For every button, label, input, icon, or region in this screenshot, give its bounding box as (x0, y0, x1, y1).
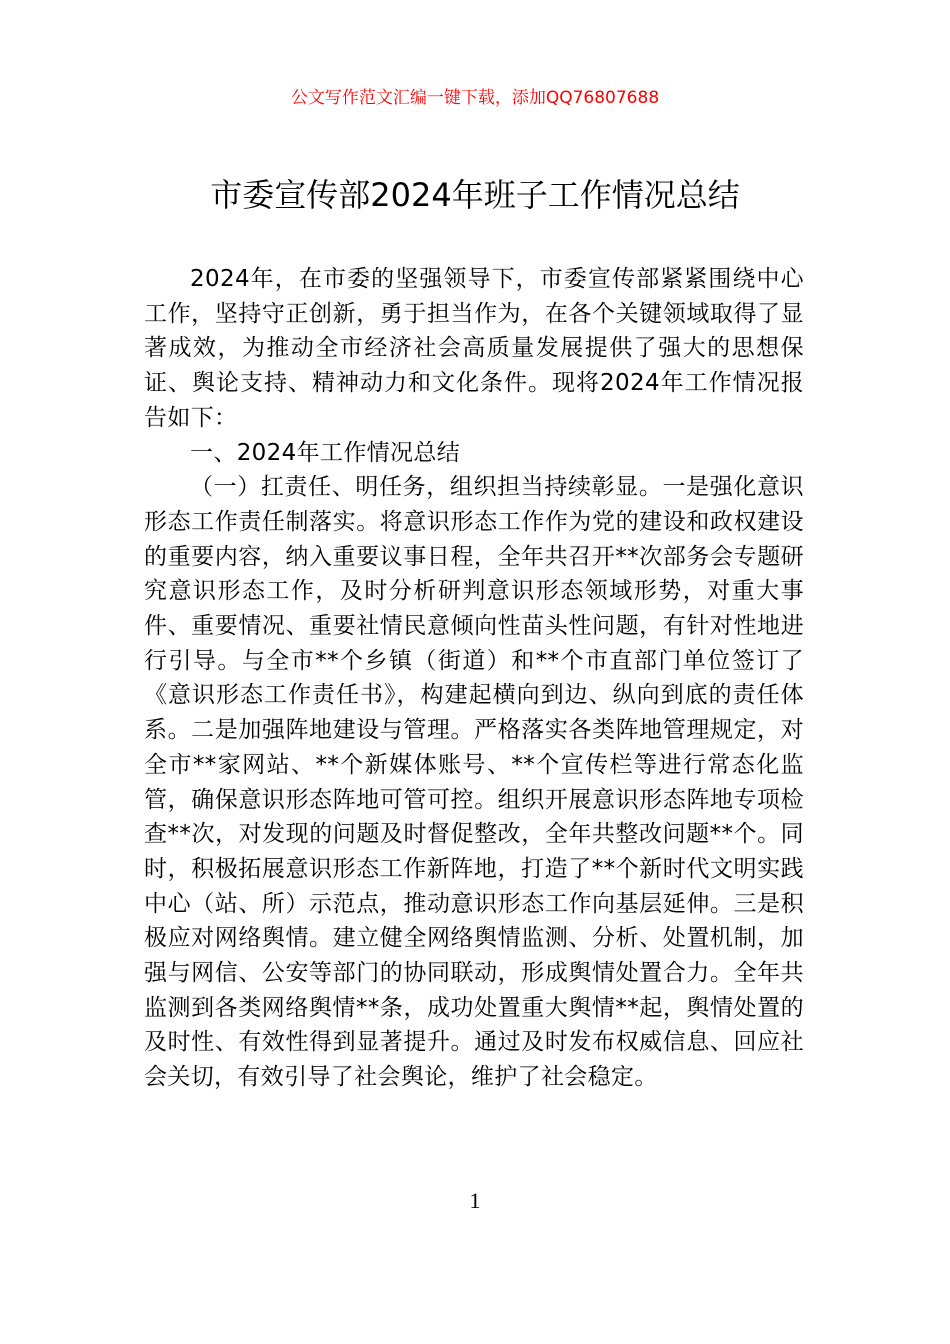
document-body (144, 262, 804, 1095)
ad-banner: 公文写作范文汇编一键下载，添加QQ76807688 (290, 88, 660, 108)
intro-paragraph: 2024年，在市委的坚强领导下，市委宣传部紧紧围绕中心工作，坚持守正创新，勇于担当作为，在各个关键领域取得了显著成效，为推动全市经济社会高质量发展提供了强大的思想保证、舆论支持、精神动力和文化条件。现将2024年工作情况报告如下： (144, 266, 804, 431)
page-number: 1 (469, 1188, 481, 1213)
section-heading: 一、2024年工作情况总结 (190, 439, 461, 466)
body-paragraph: （一）扛责任、明任务，组织担当持续彰显。一是强化意识形态工作责任制落实。将意识形态工作作为党的建设和政权建设的重要内容，纳入重要议事日程，全年共召开**次部务会专题研究意识形态工作，及时分析研判意识形态领域形势，对重大事件、重要情况、重要社情民意倾向性苗头性问题，有针对性地进行引导。与全市**个乡镇（街道）和**个市直部门单位签订了《意识形态工作责任书》，构建起横向到边、纵向到底的责任体系。二是加强阵地建设与管理。严格落实各类阵地管理规定，对全市**家网站、**个新媒体账号、**个宣传栏等进行常态化监管，确保意识形态阵地可管可控。组织开展意识形态阵地专项检查**次，对发现的问题及时督促整改，全年共整改问题**个。同时，积极拓展意识形态工作新阵地，打造了**个新时代文明实践中心（站、所）示范点，推动意识形态工作向基层延伸。三是积极应对网络舆情。建立健全网络舆情监测、分析、处置机制，加强与网信、公安等部门的协同联动，形成舆情处置合力。全年共监测到各类网络舆情**条，成功处置重大舆情**起，舆情处置的及时性、有效性得到显著提升。通过及时发布权威信息、回应社会关切，有效引导了社会舆论，维护了社会稳定。 (144, 474, 804, 1091)
document-title: 市委宣传部2024年班子工作情况总结 (210, 176, 740, 214)
